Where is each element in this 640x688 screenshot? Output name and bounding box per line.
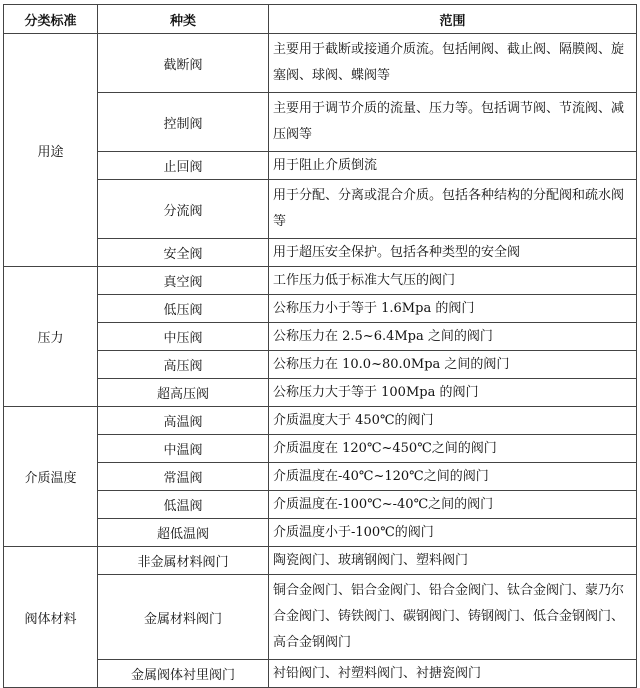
table-row [4, 295, 637, 323]
scope-cell: 铜合金阀门、铝合金阀门、铅合金阀门、钛合金阀门、蒙乃尔合金阀门、铸铁阀门、碳钢阀门、铸钢阀门、低合金钢阀门、高合金钢阀门 [269, 575, 637, 660]
header-standard: 分类标准 [4, 5, 98, 34]
type-cell: 安全阀 [98, 239, 269, 267]
category-cell: 压力 [4, 267, 98, 407]
table-row [4, 379, 637, 407]
scope-cell: 介质温度小于-100℃的阀门 [269, 519, 637, 547]
table-row [4, 93, 637, 152]
scope-cell: 用于分配、分离或混合介质。包括各种结构的分配阀和疏水阀等 [269, 180, 637, 239]
table-row [4, 351, 637, 379]
type-cell: 止回阀 [98, 152, 269, 180]
header-scope: 范围 [269, 5, 637, 34]
scope-cell: 用于阻止介质倒流 [269, 152, 637, 180]
scope-cell: 衬铅阀门、衬塑料阀门、衬搪瓷阀门 [269, 660, 637, 688]
type-cell: 中压阀 [98, 323, 269, 351]
table-row [4, 239, 637, 267]
table-row [4, 323, 637, 351]
scope-cell: 用于超压安全保护。包括各种类型的安全阀 [269, 239, 637, 267]
category-cell: 介质温度 [4, 407, 98, 547]
valve-classification-table [3, 4, 637, 688]
type-cell: 高温阀 [98, 407, 269, 435]
table-row [4, 407, 637, 435]
scope-cell: 公称压力在 10.0~80.0Mpa 之间的阀门 [269, 351, 637, 379]
table-row [4, 180, 637, 239]
type-cell: 金属阀体衬里阀门 [98, 660, 269, 688]
table-row [4, 267, 637, 295]
type-cell: 截断阀 [98, 34, 269, 93]
type-cell: 中温阀 [98, 435, 269, 463]
category-cell: 用途 [4, 34, 98, 267]
type-cell: 超低温阀 [98, 519, 269, 547]
scope-cell: 介质温度在-40℃~120℃之间的阀门 [269, 463, 637, 491]
table-row [4, 435, 637, 463]
type-cell: 高压阀 [98, 351, 269, 379]
type-cell: 分流阀 [98, 180, 269, 239]
scope-cell: 介质温度在 120℃~450℃之间的阀门 [269, 435, 637, 463]
type-cell: 真空阀 [98, 267, 269, 295]
table-row [4, 152, 637, 180]
table-row [4, 519, 637, 547]
scope-cell: 介质温度大于 450℃的阀门 [269, 407, 637, 435]
scope-cell: 介质温度在-100℃~-40℃之间的阀门 [269, 491, 637, 519]
scope-cell: 主要用于截断或接通介质流。包括闸阀、截止阀、隔膜阀、旋塞阀、球阀、蝶阀等 [269, 34, 637, 93]
scope-cell: 公称压力大于等于 100Mpa 的阀门 [269, 379, 637, 407]
type-cell: 超高压阀 [98, 379, 269, 407]
table-row [4, 491, 637, 519]
header-row [4, 5, 637, 34]
scope-cell: 陶瓷阀门、玻璃钢阀门、塑料阀门 [269, 547, 637, 575]
type-cell: 常温阀 [98, 463, 269, 491]
category-cell: 阀体材料 [4, 547, 98, 688]
type-cell: 金属材料阀门 [98, 575, 269, 660]
scope-cell: 公称压力在 2.5~6.4Mpa 之间的阀门 [269, 323, 637, 351]
scope-cell: 工作压力低于标准大气压的阀门 [269, 267, 637, 295]
table-row [4, 575, 637, 660]
table-row [4, 34, 637, 93]
type-cell: 非金属材料阀门 [98, 547, 269, 575]
scope-cell: 主要用于调节介质的流量、压力等。包括调节阀、节流阀、减压阀等 [269, 93, 637, 152]
header-type: 种类 [98, 5, 269, 34]
table-row [4, 547, 637, 575]
type-cell: 低温阀 [98, 491, 269, 519]
type-cell: 低压阀 [98, 295, 269, 323]
scope-cell: 公称压力小于等于 1.6Mpa 的阀门 [269, 295, 637, 323]
table-row [4, 463, 637, 491]
type-cell: 控制阀 [98, 93, 269, 152]
